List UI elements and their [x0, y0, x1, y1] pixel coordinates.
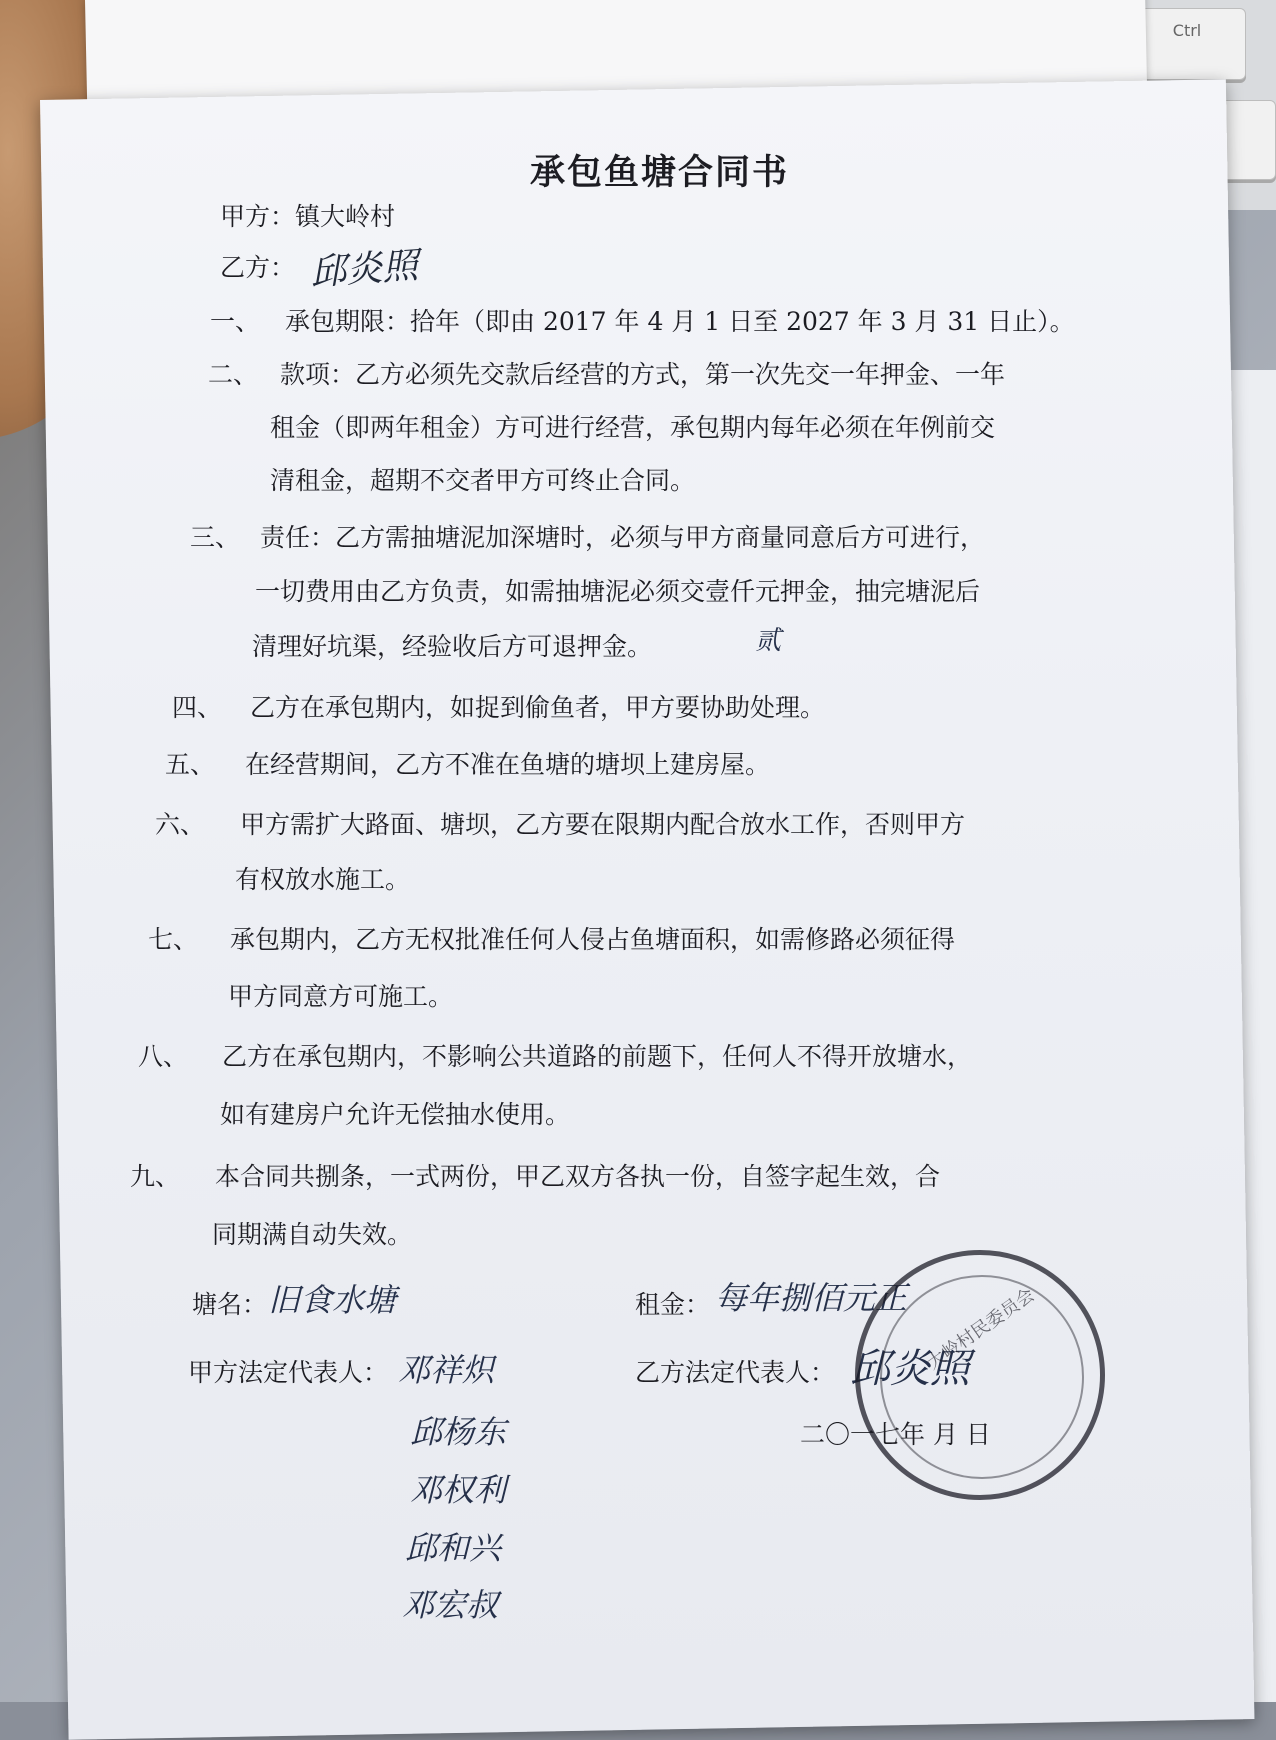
clause-number: 三、	[190, 523, 241, 552]
clause-line: 如有建房户允许无偿抽水使用。	[220, 1100, 571, 1129]
rep-a-signature: 邱杨东	[410, 1413, 507, 1451]
contract-date: 二〇一七年 月 日	[800, 1420, 991, 1449]
party-b-label: 乙方：	[220, 253, 296, 282]
official-seal-stamp	[855, 1250, 1105, 1500]
clause-line: 本合同共捌条，一式两份，甲乙双方各执一份，自签字起生效，合	[215, 1162, 941, 1191]
rep-a-signature: 邓宏叔	[402, 1586, 499, 1624]
clause-line: 租金（即两年租金）方可进行经营，承包期内每年必须在年例前交	[270, 413, 996, 442]
party-a	[220, 197, 395, 233]
clause-number: 五、	[165, 750, 216, 779]
ctrl-key: Ctrl	[1128, 8, 1246, 80]
clause-line: 乙方在承包期内，不影响公共道路的前题下，任何人不得开放塘水，	[222, 1042, 973, 1071]
clause-line: 甲方同意方可施工。	[228, 982, 454, 1011]
clause-number: 四、	[172, 693, 223, 722]
contract-document	[110, 125, 1170, 1685]
clause-line: 责任：乙方需抽塘泥加深塘时，必须与甲方商量同意后方可进行，	[260, 523, 986, 552]
clause-line: 清理好坑渠，经验收后方可退押金。	[252, 632, 653, 661]
rent-value: 每年捌佰元正	[715, 1279, 908, 1317]
contract-title: 承包鱼塘合同书	[530, 152, 790, 193]
rep-a-signature: 邱和兴	[405, 1529, 502, 1567]
handwritten-correction: 贰	[755, 626, 782, 656]
rep-b-signature: 邱炎照	[850, 1346, 970, 1392]
clause-line: 款项：乙方必须先交款后经营的方式，第一次先交一年押金、一年	[280, 360, 1006, 389]
clause-line: 乙方在承包期内，如捉到偷鱼者，甲方要协助处理。	[250, 693, 826, 722]
party-a-label: 甲方：	[220, 202, 296, 231]
rep-a-signature: 邓祥炽	[398, 1351, 495, 1389]
party-b-signature: 邱炎照	[308, 245, 420, 294]
clause-line: 甲方需扩大路面、塘坝，乙方要在限期内配合放水工作，否则甲方	[240, 810, 966, 839]
clause-line: 有权放水施工。	[235, 865, 411, 894]
clause-number: 八、	[138, 1042, 189, 1071]
clause-line: 清租金，超期不交者甲方可终止合同。	[270, 466, 696, 495]
seal-inner-ring	[880, 1275, 1084, 1479]
pond-label: 塘名：	[192, 1290, 268, 1319]
clause-number: 二、	[208, 360, 259, 389]
clause-number: 六、	[155, 810, 206, 839]
rent-label: 租金：	[635, 1290, 711, 1319]
clause-line: 同期满自动失效。	[212, 1220, 413, 1249]
clause-number: 九、	[130, 1162, 181, 1191]
rep-a-signature: 邓权利	[410, 1471, 507, 1509]
clause-number: 一、	[210, 307, 261, 336]
rep-b-label: 乙方法定代表人：	[635, 1358, 836, 1387]
clause-line: 承包期限：拾年（即由 2017 年 4 月 1 日至 2027 年 3 月 31 日止）。	[285, 307, 1075, 336]
clause-number: 七、	[148, 925, 199, 954]
clause-line: 一切费用由乙方负责，如需抽塘泥必须交壹仟元押金，抽完塘泥后	[255, 577, 981, 606]
party-a-name: 镇大岭村	[295, 202, 396, 231]
seal-text: 大岭村民委员会	[923, 1284, 1039, 1374]
clause-line: 承包期内，乙方无权批准任何人侵占鱼塘面积，如需修路必须征得	[230, 925, 956, 954]
clause-line: 在经营期间，乙方不准在鱼塘的塘坝上建房屋。	[245, 750, 771, 779]
rep-a-label: 甲方法定代表人：	[188, 1358, 389, 1387]
pond-name: 旧食水塘	[268, 1281, 397, 1319]
